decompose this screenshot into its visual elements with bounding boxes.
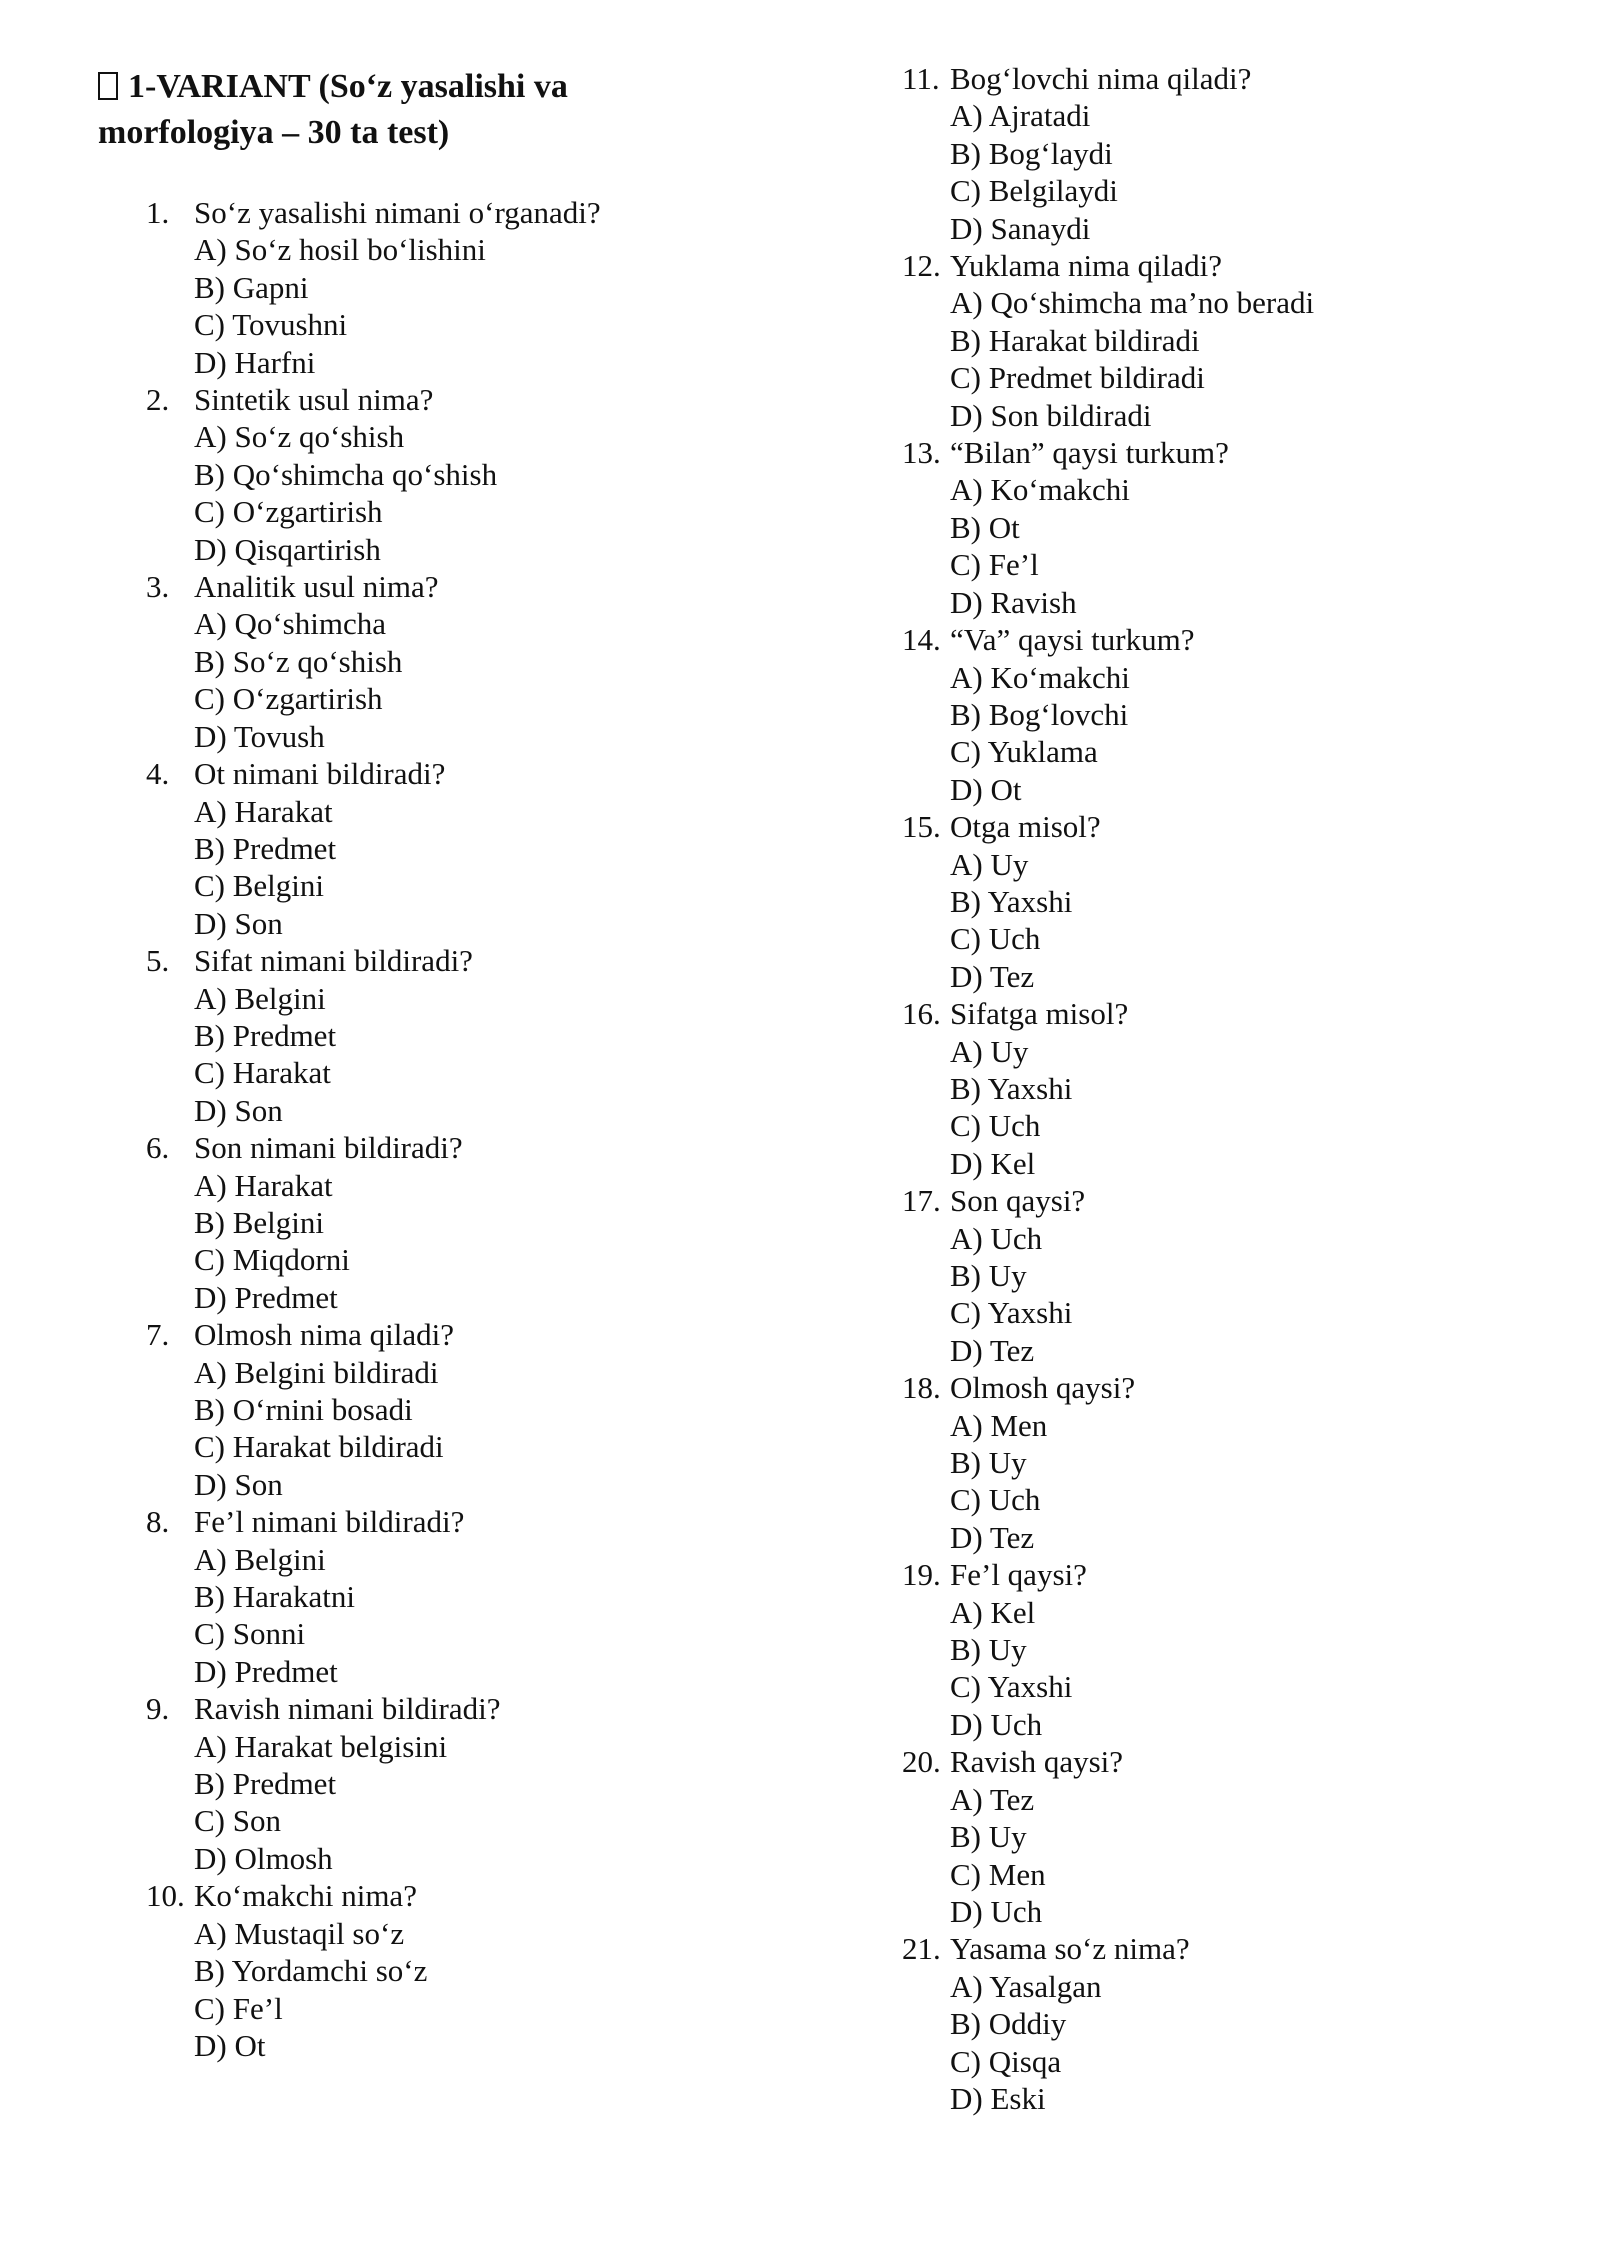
answer-option: D) Predmet (194, 1279, 338, 1315)
question-number: 13. (902, 435, 941, 471)
question-item (146, 194, 846, 381)
answer-option: B) O‘rnini bosadi (194, 1392, 413, 1427)
question-text: Son qaysi? (950, 1183, 1086, 1219)
answer-option: B) Uy (950, 1819, 1027, 1855)
question-number: 12. (902, 248, 941, 284)
question-text: Yuklama nima qiladi? (950, 248, 1223, 284)
answer-option: D) Son (194, 905, 283, 941)
answer-option: A) Harakat (194, 793, 333, 829)
question-text: Sifatga misol? (950, 996, 1129, 1032)
answer-option: D) Son (194, 1466, 283, 1502)
question-text: So‘z yasalishi nimani o‘rganadi? (194, 195, 601, 230)
answer-option: C) Yaxshi (950, 1295, 1073, 1331)
question-line (902, 1743, 1542, 1780)
question-line (146, 755, 846, 792)
question-item (902, 808, 1542, 995)
question-text: Ravish qaysi? (950, 1744, 1124, 1780)
answer-option: B) Yaxshi (950, 1070, 1073, 1106)
answer-option: C) Fe’l (194, 1990, 283, 2026)
question-number: 6. (146, 1130, 170, 1166)
question-line (902, 995, 1542, 1032)
question-number: 19. (902, 1557, 941, 1593)
answer-option: A) Harakat (194, 1167, 333, 1203)
question-item (146, 755, 846, 942)
question-list-left (146, 194, 846, 2064)
question-item (902, 434, 1542, 621)
answer-option: A) So‘z qo‘shish (194, 419, 405, 455)
answer-option: A) Kel (950, 1594, 1036, 1630)
answer-option: C) Uch (950, 1108, 1041, 1144)
answer-option: D) Olmosh (194, 1840, 333, 1876)
question-line (146, 1316, 846, 1353)
question-number: 3. (146, 569, 170, 605)
question-line (902, 1182, 1542, 1219)
answer-option: A) Belgini (194, 1541, 326, 1577)
question-item (902, 995, 1542, 1182)
question-number: 2. (146, 382, 170, 418)
answer-option: A) Qo‘shimcha ma’no beradi (950, 285, 1315, 321)
question-line (146, 568, 846, 605)
question-line (902, 1556, 1542, 1593)
answer-option: D) Uch (950, 1706, 1043, 1742)
question-line (902, 247, 1542, 284)
question-number: 16. (902, 996, 941, 1032)
question-number: 10. (146, 1878, 185, 1914)
question-item (146, 1129, 846, 1316)
answer-option: A) Belgini bildiradi (194, 1354, 439, 1390)
question-number: 14. (902, 622, 941, 658)
question-line (902, 808, 1542, 845)
question-item (902, 60, 1542, 247)
answer-option: D) Tovush (194, 718, 325, 754)
question-line (902, 434, 1542, 471)
answer-option: A) Uy (950, 1033, 1029, 1069)
answer-option: D) Tez (950, 1332, 1035, 1368)
answer-option: B) Predmet (194, 1766, 337, 1802)
answer-option: C) Harakat bildiradi (194, 1429, 444, 1465)
answer-option: C) Belgilaydi (950, 173, 1118, 209)
question-text: Son nimani bildiradi? (194, 1130, 463, 1166)
question-item (146, 1690, 846, 1877)
question-line (146, 1877, 846, 1914)
answer-option: B) Yaxshi (950, 883, 1073, 919)
question-item (902, 1369, 1542, 1556)
answer-option: D) Son bildiradi (950, 397, 1152, 433)
answer-option: B) Belgini (194, 1204, 325, 1240)
question-item (902, 1182, 1542, 1369)
answer-option: A) Belgini (194, 980, 326, 1016)
question-line (902, 60, 1542, 97)
answer-option: D) Kel (950, 1145, 1036, 1181)
question-text: Fe’l nimani bildiradi? (194, 1504, 465, 1540)
answer-option: B) Uy (950, 1632, 1027, 1668)
answer-option: C) Tovushni (194, 307, 348, 343)
answer-option: B) Ot (950, 509, 1020, 545)
answer-option: C) Belgini (194, 868, 325, 904)
answer-option: C) Yuklama (950, 734, 1098, 770)
answer-option: C) Sonni (194, 1616, 306, 1652)
answer-option: B) So‘z qo‘shish (194, 643, 403, 679)
answer-option: C) Men (950, 1856, 1046, 1892)
question-number: 1. (146, 195, 170, 230)
answer-option: B) Predmet (194, 1017, 337, 1053)
question-list-right (902, 60, 1542, 2117)
question-number: 21. (902, 1931, 941, 1967)
answer-option: D) Ot (950, 771, 1022, 807)
question-number: 20. (902, 1744, 941, 1780)
answer-option: C) Qisqa (950, 2043, 1062, 2079)
answer-option: D) Tez (950, 958, 1035, 994)
question-line (902, 1930, 1542, 1967)
answer-option: C) Miqdorni (194, 1242, 350, 1278)
answer-option: C) Son (194, 1803, 281, 1839)
question-text: Ko‘makchi nima? (194, 1878, 417, 1914)
question-text: Ot nimani bildiradi? (194, 756, 446, 792)
answer-option: B) Bog‘lovchi (950, 696, 1129, 732)
answer-option: A) Uy (950, 846, 1029, 882)
question-text: “Bilan” qaysi turkum? (950, 435, 1229, 471)
answer-option: A) Yasalgan (950, 1968, 1102, 2004)
question-number: 7. (146, 1317, 170, 1353)
answer-option: D) Uch (950, 1893, 1043, 1929)
question-number: 4. (146, 756, 170, 792)
question-text: Sifat nimani bildiradi? (194, 943, 473, 979)
answer-option: A) Ko‘makchi (950, 659, 1130, 695)
answer-option: D) Tez (950, 1519, 1035, 1555)
answer-option: D) Predmet (194, 1653, 338, 1689)
answer-option: C) Harakat (194, 1055, 331, 1091)
question-line (146, 1129, 846, 1166)
answer-option: D) Harfni (194, 344, 316, 380)
answer-option: B) Predmet (194, 830, 337, 866)
question-text: Ravish nimani bildiradi? (194, 1691, 501, 1727)
question-number: 17. (902, 1183, 941, 1219)
answer-option: A) Tez (950, 1781, 1035, 1817)
answer-option: B) Harakatni (194, 1579, 355, 1615)
question-item (902, 247, 1542, 434)
answer-option: B) Harakat bildiradi (950, 322, 1200, 358)
question-line (146, 194, 846, 231)
question-number: 11. (902, 61, 940, 96)
answer-option: D) Ot (194, 2027, 266, 2063)
answer-option: B) Gapni (194, 269, 309, 305)
question-item (902, 1743, 1542, 1930)
answer-option: B) Qo‘shimcha qo‘shish (194, 456, 498, 492)
question-text: “Va” qaysi turkum? (950, 622, 1195, 658)
question-text: Sintetik usul nima? (194, 382, 434, 418)
answer-option: C) O‘zgartirish (194, 681, 383, 717)
page-title-text: 1-VARIANT (So‘z yasalishi va morfologiya – 30 ta test) (98, 68, 568, 151)
answer-option: D) Son (194, 1092, 283, 1128)
answer-option: D) Ravish (950, 584, 1077, 620)
answer-option: A) Mustaqil so‘z (194, 1915, 405, 1951)
question-text: Fe’l qaysi? (950, 1557, 1087, 1593)
question-item (902, 1930, 1542, 2117)
answer-option: D) Sanaydi (950, 210, 1091, 246)
missing-glyph-icon (98, 72, 118, 100)
question-text: Yasama so‘z nima? (950, 1931, 1190, 1967)
question-text: Otga misol? (950, 809, 1101, 845)
answer-option: A) Men (950, 1407, 1048, 1443)
question-line (146, 942, 846, 979)
answer-option: A) Ko‘makchi (950, 472, 1130, 508)
question-text: Bog‘lovchi nima qiladi? (950, 61, 1252, 96)
answer-option: A) Ajratadi (950, 98, 1091, 134)
answer-option: C) Yaxshi (950, 1669, 1073, 1705)
question-text: Analitik usul nima? (194, 569, 439, 605)
answer-option: B) Uy (950, 1258, 1027, 1293)
question-text: Olmosh nima qiladi? (194, 1317, 455, 1353)
question-item (146, 568, 846, 755)
question-number: 15. (902, 809, 941, 845)
answer-option: A) So‘z hosil bo‘lishini (194, 232, 486, 268)
page-title (98, 64, 698, 156)
question-item (146, 1316, 846, 1503)
question-line (146, 381, 846, 418)
answer-option: C) Fe’l (950, 547, 1039, 583)
question-number: 9. (146, 1691, 170, 1727)
question-item (146, 1877, 846, 2064)
answer-option: C) Uch (950, 1482, 1041, 1518)
question-item (146, 381, 846, 568)
question-text: Olmosh qaysi? (950, 1370, 1136, 1406)
answer-option: A) Uch (950, 1220, 1043, 1256)
question-number: 5. (146, 943, 170, 979)
question-number: 18. (902, 1370, 941, 1406)
answer-option: D) Eski (950, 2080, 1046, 2116)
answer-option: B) Bog‘laydi (950, 135, 1113, 171)
answer-option: A) Qo‘shimcha (194, 606, 386, 642)
answer-option: B) Oddiy (950, 2006, 1067, 2042)
question-line (902, 621, 1542, 658)
answer-option: C) Uch (950, 921, 1041, 957)
question-number: 8. (146, 1504, 170, 1540)
answer-option: A) Harakat belgisini (194, 1728, 448, 1764)
question-item (146, 1503, 846, 1690)
question-line (146, 1503, 846, 1540)
question-item (902, 1556, 1542, 1743)
question-item (902, 621, 1542, 808)
answer-option: C) O‘zgartirish (194, 494, 383, 530)
answer-option: B) Uy (950, 1445, 1027, 1481)
question-line (146, 1690, 846, 1727)
question-item (146, 942, 846, 1129)
answer-option: C) Predmet bildiradi (950, 360, 1205, 396)
question-line (902, 1369, 1542, 1406)
answer-option: D) Qisqartirish (194, 531, 381, 567)
answer-option: B) Yordamchi so‘z (194, 1953, 428, 1989)
